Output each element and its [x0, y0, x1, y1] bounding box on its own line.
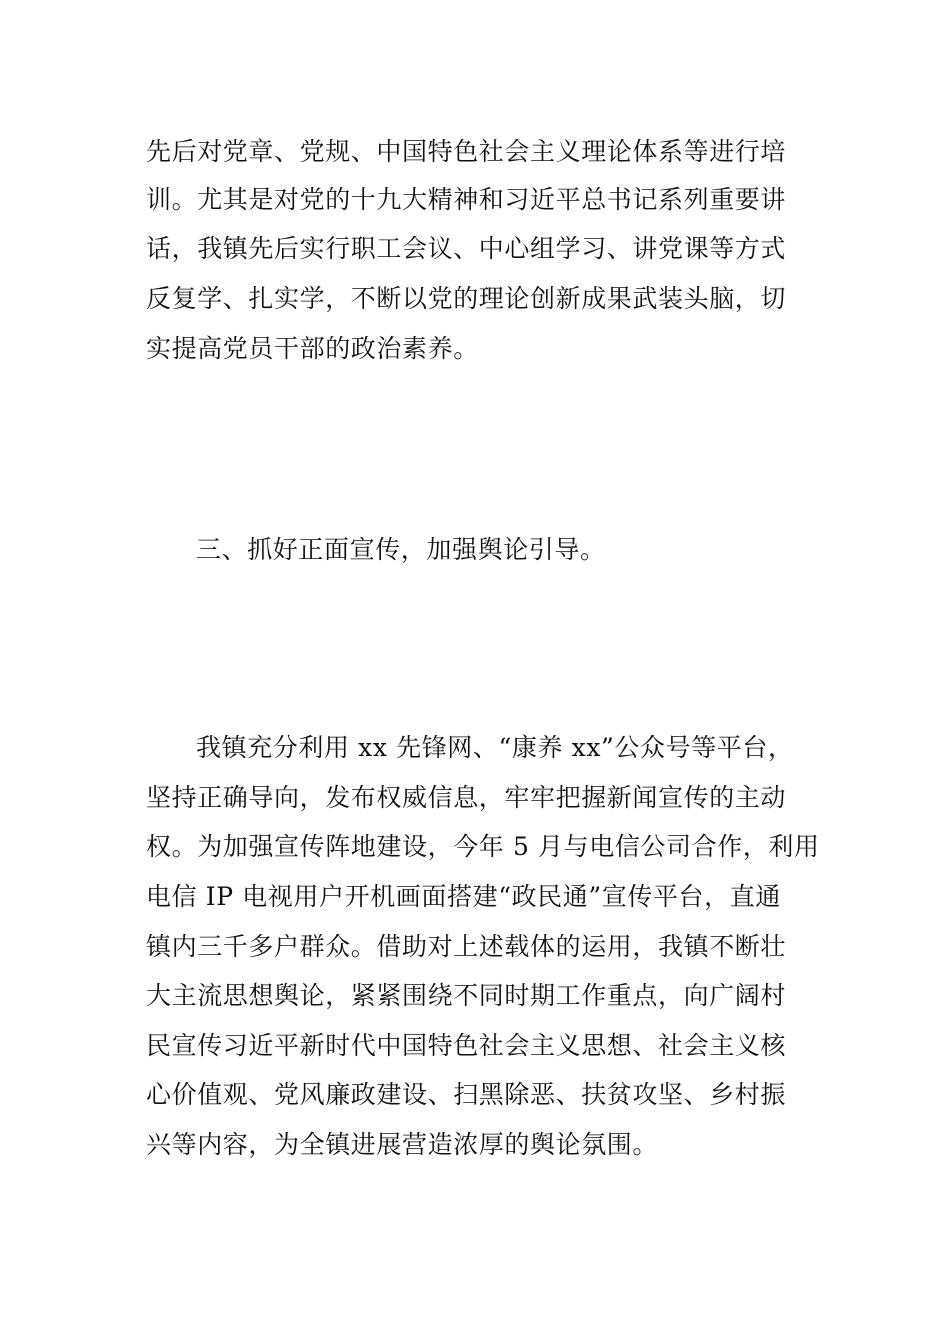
- paragraph-2-line-4: 电信 IP 电视用户开机画面搭建“政民通”宣传平台，直通: [146, 882, 781, 911]
- section-heading: 三、抓好正面宣传，加强舆论引导。: [196, 535, 606, 564]
- paragraph-1-line-5: 实提高党员干部的政治素养。: [146, 334, 479, 363]
- paragraph-1-line-4: 反复学、扎实学，不断以党的理论创新成果武装头脑，切: [146, 284, 787, 313]
- paragraph-2-line-7: 民宣传习近平新时代中国特色社会主义思想、社会主义核: [146, 1031, 787, 1060]
- paragraph-1-line-2: 训。尤其是对党的十九大精神和习近平总书记系列重要讲: [146, 185, 787, 214]
- paragraph-2-line-2: 坚持正确导向，发布权威信息，牢牢把握新闻宣传的主动: [146, 783, 787, 812]
- paragraph-2-line-3: 权。为加强宣传阵地建设，今年 5 月与电信公司合作，利用: [146, 832, 820, 861]
- paragraph-2-line-5: 镇内三千多户群众。借助对上述载体的运用，我镇不断壮: [146, 932, 787, 961]
- paragraph-2-line-6: 大主流思想舆论，紧紧围绕不同时期工作重点，向广阔村: [146, 981, 787, 1010]
- paragraph-2-line-9: 兴等内容，为全镇进展营造浓厚的舆论氛围。: [146, 1130, 659, 1159]
- paragraph-2-line-8: 心价值观、党风廉政建设、扫黑除恶、扶贫攻坚、乡村振: [146, 1080, 787, 1109]
- paragraph-1-line-1: 先后对党章、党规、中国特色社会主义理论体系等进行培: [146, 137, 787, 166]
- paragraph-2-line-1: 我镇充分利用 xx 先锋网、“康养 xx”公众号等平台，: [196, 733, 794, 762]
- paragraph-1-line-3: 话，我镇先后实行职工会议、中心组学习、讲党课等方式: [146, 234, 787, 263]
